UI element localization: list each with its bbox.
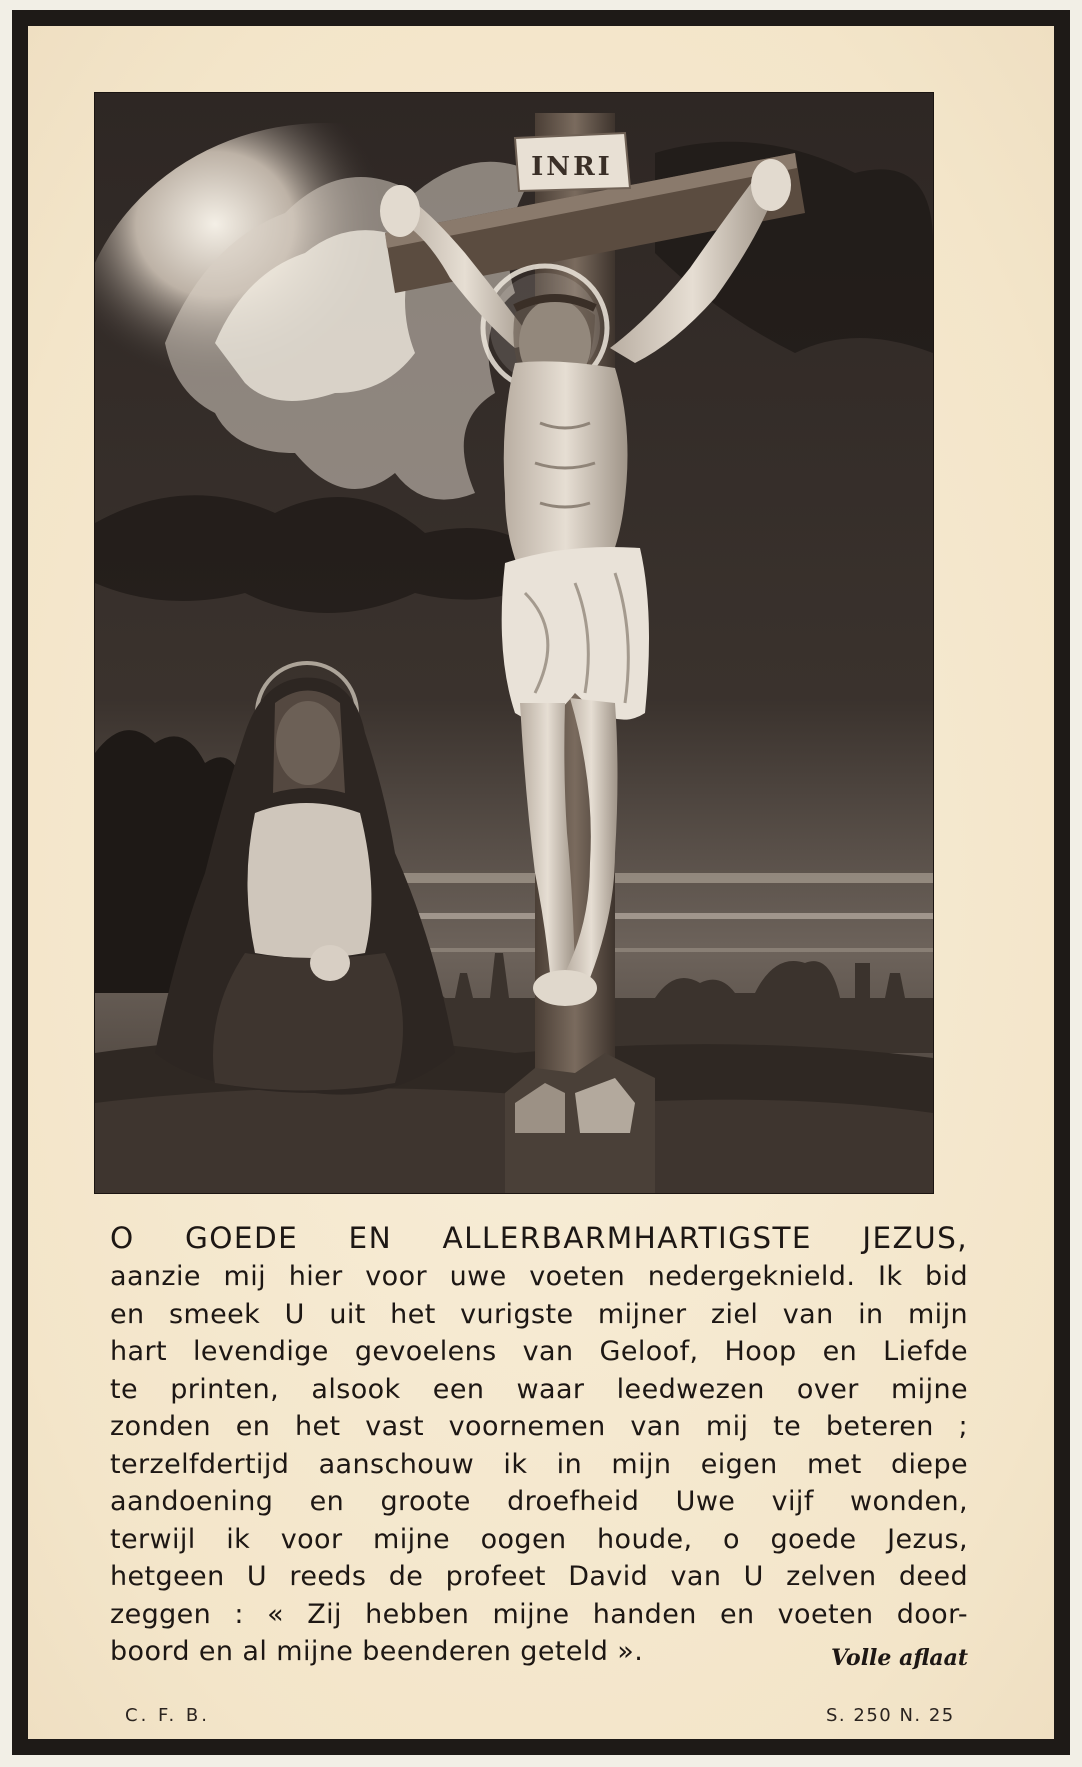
crucifixion-illustration <box>95 93 933 1193</box>
prayer-line: terwijl ik voor mijne oogen houde, o goede Jezus, <box>110 1523 968 1555</box>
prayer-line: en smeek U uit het vurigste mijner ziel van in mijn <box>110 1298 968 1330</box>
prayer-line: aanzie mij hier voor uwe voeten nedergeknield. Ik bid <box>110 1261 968 1292</box>
prayer-heading: O GOEDE EN ALLERBARMHARTIGSTE JEZUS, <box>110 1221 968 1255</box>
crucifixion-picture-icon <box>95 93 933 1193</box>
prayer-text <box>110 1218 968 1671</box>
prayer-line: zonden en het vast voornemen van mij te beteren ; <box>110 1411 968 1442</box>
inri-inscription: INRI <box>531 152 613 182</box>
prayer-line: hart levendige gevoelens van Geloof, Hoop en Liefde <box>110 1336 968 1367</box>
prayer-line: hetgeen U reeds de profeet David van U zelven deed <box>110 1561 968 1592</box>
card-code: S. 250 N. 25 <box>826 1705 955 1726</box>
prayer-last-line-wrap <box>110 1633 968 1671</box>
indulgence-note: Volle aflaat <box>830 1644 968 1671</box>
prayer-line: boord en al mijne beenderen geteld ». <box>110 1636 644 1667</box>
prayer-line: terzelfdertijd aanschouw ik in mijn eigen met diepe <box>110 1448 968 1480</box>
publisher-mark: C. F. B. <box>125 1705 210 1726</box>
prayer-line: aandoening en groote droefheid Uwe vijf wonden, <box>110 1486 968 1517</box>
prayer-line: zeggen : « Zij hebben mijne handen en voeten door- <box>110 1598 968 1630</box>
prayer-line: te printen, alsook een waar leedwezen over mijne <box>110 1373 968 1405</box>
